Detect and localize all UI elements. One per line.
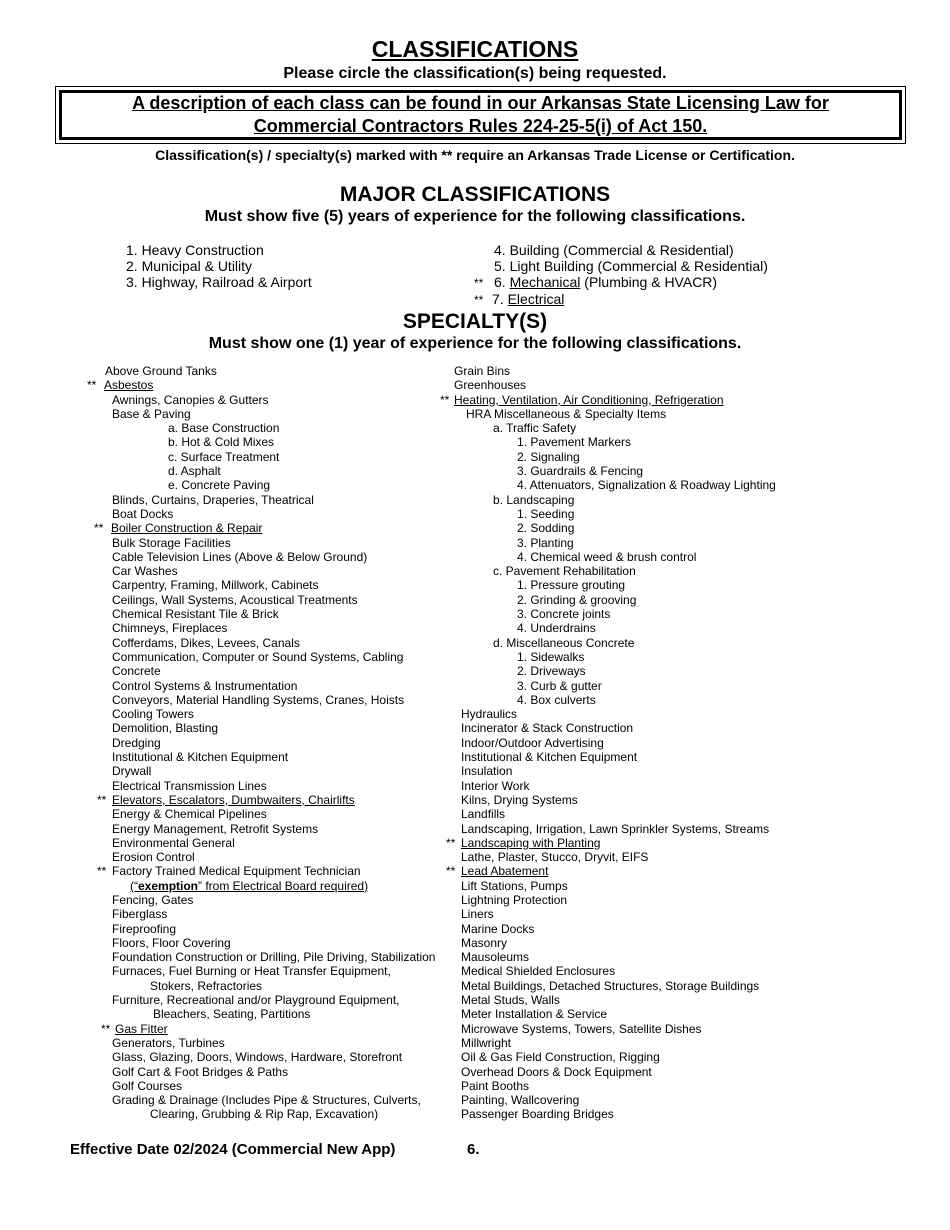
list-item: Clearing, Grubbing & Rip Rap, Excavation) xyxy=(150,1107,379,1122)
list-item: Landscaping, Irrigation, Lawn Sprinkler Systems, Streams xyxy=(461,821,770,836)
list-item: a. Base Construction xyxy=(168,421,280,436)
list-item: ** Lead Abatement xyxy=(446,864,549,879)
list-item: Control Systems & Instrumentation xyxy=(112,678,298,693)
list-item: 2. Grinding & grooving xyxy=(517,592,637,607)
description-box xyxy=(55,86,906,144)
list-item: Blinds, Curtains, Draperies, Theatrical xyxy=(112,492,314,507)
list-item: d. Asphalt xyxy=(168,464,221,479)
list-item: ** Boiler Construction & Repair xyxy=(94,521,263,536)
list-item: Energy & Chemical Pipelines xyxy=(112,807,267,822)
list-item: Lightning Protection xyxy=(461,892,568,907)
list-item: Lift Stations, Pumps xyxy=(461,878,568,893)
list-item: Demolition, Blasting xyxy=(112,721,219,736)
list-item: Glass, Glazing, Doors, Windows, Hardware, Storefront xyxy=(112,1050,403,1065)
list-item: Foundation Construction or Drilling, Pile Driving, Stabilization xyxy=(112,950,436,965)
list-item: Mausoleums xyxy=(461,950,530,965)
list-item: 2. Driveways xyxy=(517,664,586,679)
list-item: Institutional & Kitchen Equipment xyxy=(112,750,289,765)
list-item: 3. Guardrails & Fencing xyxy=(517,464,644,479)
list-item: b. Landscaping xyxy=(493,492,575,507)
major-experience-requirement: Must show five (5) years of experience for the following classifications. xyxy=(204,208,746,225)
list-item: Institutional & Kitchen Equipment xyxy=(461,750,638,765)
list-item: Overhead Doors & Dock Equipment xyxy=(461,1064,652,1079)
list-item: Stokers, Refractories xyxy=(150,978,263,993)
major-right-list xyxy=(474,242,768,308)
list-item: Masonry xyxy=(461,935,508,950)
list-item: ** Asbestos xyxy=(87,378,154,393)
list-item: 1. Seeding xyxy=(517,506,575,521)
list-item: Furnaces, Fuel Burning or Heat Transfer Equipment, xyxy=(112,964,391,979)
list-item: Incinerator & Stack Construction xyxy=(461,721,634,736)
list-item: c. Surface Treatment xyxy=(168,449,280,464)
list-item: 2. Signaling xyxy=(517,449,580,464)
list-item: Paint Booths xyxy=(461,1078,530,1093)
list-item: 3. Planting xyxy=(517,535,574,550)
list-item: Bulk Storage Facilities xyxy=(112,535,231,550)
list-item: Chimneys, Fireplaces xyxy=(112,621,228,636)
circle-instruction: Please circle the classification(s) being requested. xyxy=(283,65,667,82)
list-item: Floors, Floor Covering xyxy=(112,935,231,950)
list-item: ** Gas Fitter xyxy=(101,1021,168,1036)
list-item: Drywall xyxy=(112,764,152,779)
list-item: Millwright xyxy=(461,1035,512,1050)
list-item: Insulation xyxy=(461,764,513,779)
specialty-left-column xyxy=(87,364,435,1122)
list-item: ** Landscaping with Planting xyxy=(446,835,601,850)
list-item: ** Elevators, Escalators, Dumbwaiters, Chairlifts xyxy=(97,792,355,807)
major-item-mechanical: ** 6. Mechanical (Plumbing & HVACR) xyxy=(474,274,718,290)
list-item: Indoor/Outdoor Advertising xyxy=(461,735,604,750)
specialty-title: SPECIALTY(S) xyxy=(402,310,548,333)
list-item: Interior Work xyxy=(461,778,530,793)
list-item: 3. Concrete joints xyxy=(517,607,611,622)
list-item: Marine Docks xyxy=(461,921,535,936)
list-item: Base & Paving xyxy=(112,406,191,421)
list-item: c. Pavement Rehabilitation xyxy=(493,564,636,579)
list-item: Fencing, Gates xyxy=(112,892,194,907)
list-item: e. Concrete Paving xyxy=(168,478,271,493)
list-item: Communication, Computer or Sound Systems, Cabling xyxy=(112,649,404,664)
list-item: Carpentry, Framing, Millwork, Cabinets xyxy=(112,578,319,593)
list-item: Medical Shielded Enclosures xyxy=(461,964,616,979)
list-item: Chemical Resistant Tile & Brick xyxy=(112,607,279,622)
list-item: Awnings, Canopies & Gutters xyxy=(112,392,269,407)
list-item: 4. Attenuators, Signalization & Roadway Lighting xyxy=(517,478,776,493)
list-item: d. Miscellaneous Concrete xyxy=(493,635,635,650)
major-item: 4. Building (Commercial & Residential) xyxy=(494,242,734,258)
specialty-experience-requirement: Must show one (1) year of experience for the following classifications. xyxy=(208,335,742,352)
list-item: 1. Sidewalks xyxy=(517,649,585,664)
major-item: 5. Light Building (Commercial & Residential) xyxy=(494,258,768,274)
list-item: Hydraulics xyxy=(461,707,518,722)
list-item: HRA Miscellaneous & Specialty Items xyxy=(466,406,667,421)
list-item: Cooling Towers xyxy=(112,707,194,722)
description-line-2: Commercial Contractors Rules 224-25-5(i) of Act 150. xyxy=(253,116,708,136)
list-item: 4. Underdrains xyxy=(517,621,596,636)
major-item: 1. Heavy Construction xyxy=(126,242,264,258)
description-line-1: A description of each class can be found in our Arkansas State Licensing Law for xyxy=(132,93,829,113)
list-item: Lathe, Plaster, Stucco, Dryvit, EIFS xyxy=(461,850,649,865)
list-item: Passenger Boarding Bridges xyxy=(461,1107,614,1122)
major-item: 2. Municipal & Utility xyxy=(126,258,253,274)
major-classifications-title: MAJOR CLASSIFICATIONS xyxy=(339,183,611,206)
list-item: 4. Box culverts xyxy=(517,692,596,707)
list-item: Fiberglass xyxy=(112,907,168,922)
list-item: Greenhouses xyxy=(454,378,527,393)
list-item: Meter Installation & Service xyxy=(461,1007,608,1022)
list-item: Electrical Transmission Lines xyxy=(112,778,267,793)
trade-license-note: Classification(s) / specialty(s) marked with ** require an Arkansas Trade License or Certification. xyxy=(155,147,795,163)
list-item: Cable Television Lines (Above & Below Ground) xyxy=(112,549,368,564)
list-item: Golf Courses xyxy=(112,1078,183,1093)
list-item: 2. Sodding xyxy=(517,521,575,536)
list-item: Energy Management, Retrofit Systems xyxy=(112,821,319,836)
list-item: Painting, Wallcovering xyxy=(461,1093,580,1108)
page-number: 6. xyxy=(467,1141,480,1158)
list-item: Conveyors, Material Handling Systems, Cranes, Hoists xyxy=(112,692,405,707)
list-item: Ceilings, Wall Systems, Acoustical Treatments xyxy=(112,592,358,607)
page-title: CLASSIFICATIONS xyxy=(371,36,579,62)
effective-date: Effective Date 02/2024 (Commercial New App) xyxy=(70,1141,396,1158)
list-item: Landfills xyxy=(461,807,506,822)
list-item: Environmental General xyxy=(112,835,235,850)
list-item: ** Heating, Ventilation, Air Conditioning, Refrigeration xyxy=(440,392,724,407)
list-item: 3. Curb & gutter xyxy=(517,678,602,693)
major-item: 3. Highway, Railroad & Airport xyxy=(126,274,312,290)
specialty-right-column xyxy=(440,364,776,1122)
list-item: Above Ground Tanks xyxy=(105,364,217,378)
major-item-electrical: ** 7. Electrical xyxy=(474,291,565,307)
list-item: ** Factory Trained Medical Equipment Technician xyxy=(97,864,361,879)
list-item: Grading & Drainage (Includes Pipe & Structures, Culverts, xyxy=(112,1093,421,1108)
list-item: Grain Bins xyxy=(454,364,511,378)
list-item: Kilns, Drying Systems xyxy=(461,792,578,807)
list-item: Boat Docks xyxy=(112,506,174,521)
list-item: Erosion Control xyxy=(112,850,195,865)
list-item: 4. Chemical weed & brush control xyxy=(517,549,697,564)
major-left-list xyxy=(126,242,312,290)
list-item: Oil & Gas Field Construction, Rigging xyxy=(461,1050,660,1065)
list-item: Car Washes xyxy=(112,564,178,579)
list-item: b. Hot & Cold Mixes xyxy=(168,435,275,450)
list-item: Cofferdams, Dikes, Levees, Canals xyxy=(112,635,300,650)
list-item: Fireproofing xyxy=(112,921,177,936)
list-item: a. Traffic Safety xyxy=(493,421,577,436)
list-item: Golf Cart & Foot Bridges & Paths xyxy=(112,1064,289,1079)
list-item: Metal Studs, Walls xyxy=(461,993,560,1008)
list-item: Dredging xyxy=(112,735,161,750)
list-item: Concrete xyxy=(112,664,161,679)
list-item: (“exemption” from Electrical Board required) xyxy=(130,878,369,893)
list-item: Liners xyxy=(461,907,494,922)
list-item: Bleachers, Seating, Partitions xyxy=(153,1007,311,1022)
list-item: Furniture, Recreational and/or Playground Equipment, xyxy=(112,993,400,1008)
list-item: 1. Pavement Markers xyxy=(517,435,632,450)
list-item: Metal Buildings, Detached Structures, Storage Buildings xyxy=(461,978,760,993)
list-item: 1. Pressure grouting xyxy=(517,578,626,593)
list-item: Microwave Systems, Towers, Satellite Dishes xyxy=(461,1021,702,1036)
list-item: Generators, Turbines xyxy=(112,1035,225,1050)
